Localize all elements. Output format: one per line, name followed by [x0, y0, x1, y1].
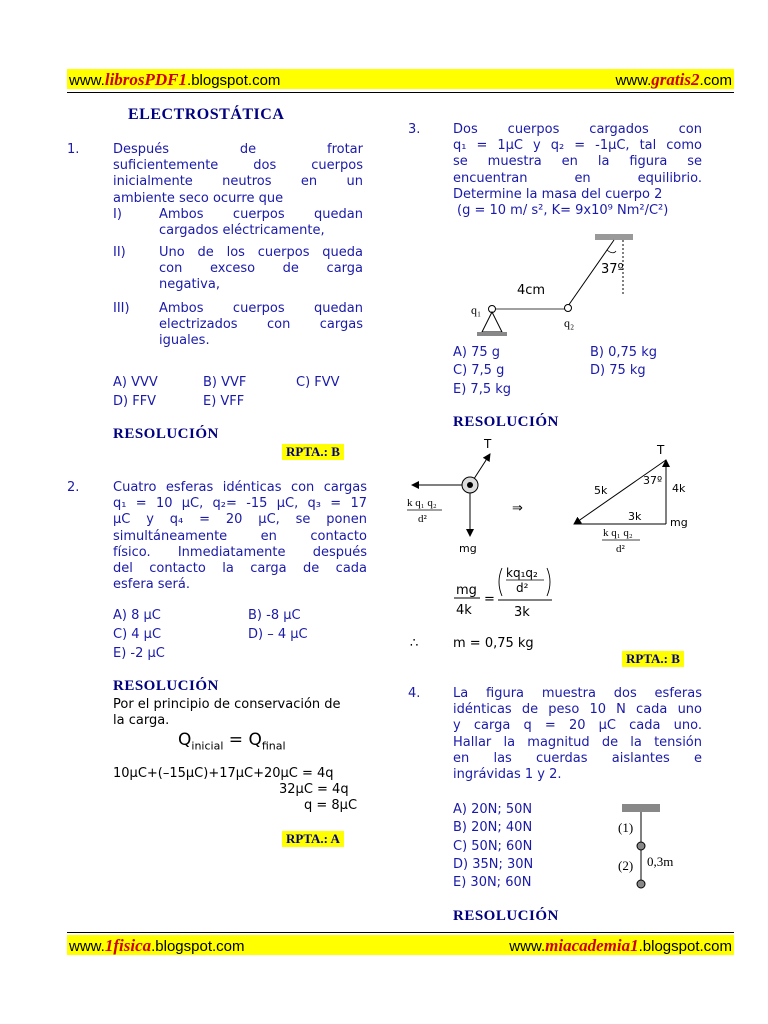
q1-option-a: A) VVV: [113, 375, 158, 390]
triangle-coulomb-num: k q₁ q₂: [603, 527, 633, 539]
triangle-3k: 3k: [628, 510, 642, 523]
q2-calc-line-1: 10µC+(–15µC)+17µC+20µC = 4q: [113, 766, 334, 781]
triangle-mg: mg: [670, 516, 688, 529]
angle-label: 37º: [601, 262, 624, 277]
lower-sphere: [637, 880, 645, 888]
coulomb-numerator: k q₁ q₂: [407, 497, 437, 509]
q1-item-1: Ambos cuerpos quedan cargados eléctricamente,: [159, 207, 363, 239]
q2-conservation-formula: $Q_{inicial} = Q_{final}$: [178, 730, 286, 753]
footer-banner: [67, 935, 734, 955]
header-rule: [67, 92, 734, 93]
triangle-4k: 4k: [672, 482, 686, 495]
q4-option-b: B) 20N; 40N: [453, 820, 533, 836]
q2-answer-badge: RPTA.: A: [282, 831, 344, 847]
q4-option-d: D) 35N; 30N: [453, 856, 534, 872]
q3-number: 3.: [408, 122, 421, 137]
q1-item-2-roman: II): [113, 245, 126, 260]
q1-label: q₁: [471, 303, 482, 317]
page-title: ELECTROSTÁTICA: [128, 106, 285, 123]
tension-label: T: [484, 437, 492, 451]
triangle-tension-label: T: [657, 443, 665, 457]
q3-resolution-heading: RESOLUCIÓN: [453, 414, 559, 430]
q4-text: La figura muestra dos esferas idénticas de peso 10 N cada uno y carga q = 20 µC cada uno. Hallar la magnitud de la tensión en las cuerdas aislantes e ingrávidas 1 y 2.: [453, 686, 702, 783]
q1-answer-badge: RPTA.: B: [282, 444, 344, 460]
coulomb-denominator: d²: [418, 513, 427, 525]
ceiling-support: [622, 804, 660, 812]
q2-option-e: E) -2 µC: [113, 646, 165, 661]
q2-number: 2.: [67, 480, 80, 495]
svg-text:mg: mg: [456, 583, 477, 598]
q3-ratio-equation: [452, 560, 562, 622]
q4-number: 4.: [408, 686, 421, 701]
footer-right-link[interactable]: www.miacademia1.blogspot.com: [509, 936, 732, 955]
insulating-support: [482, 312, 502, 332]
q3-option-b: B) 0,75 kg: [590, 345, 657, 360]
q2-resolution-heading: RESOLUCIÓN: [113, 678, 219, 694]
q3-figure: [455, 232, 655, 340]
upper-sphere: [637, 842, 645, 850]
q1-resolution-heading: RESOLUCIÓN: [113, 426, 219, 442]
q4-figure: [612, 804, 692, 896]
svg-text:kq₁q₂: kq₁q₂: [506, 566, 538, 580]
q3-resolution-figure: [402, 434, 702, 560]
q4-options: [453, 801, 533, 892]
q1-option-d: D) FFV: [113, 394, 157, 409]
q1-item-3: Ambos cuerpos quedan electrizados con cargas iguales.: [159, 301, 363, 349]
q1-option-c: C) FVV: [296, 375, 340, 390]
q3-given-data: (g = 10 m/ s², K= 9x10⁹ Nm²/C²): [457, 203, 669, 218]
q4-option-e: E) 30N; 60N: [453, 875, 532, 891]
svg-text:3k: 3k: [514, 605, 530, 620]
q2-option-d: D) – 4 µC: [248, 627, 308, 642]
svg-text:d²: d²: [516, 581, 529, 595]
q2-option-a: A) 8 µC: [113, 608, 161, 623]
q1-number: 1.: [67, 142, 80, 157]
q4-option-c: C) 50N; 60N: [453, 838, 533, 854]
distance-label: 0,3m: [647, 854, 674, 869]
triangle-hypotenuse: [574, 460, 666, 524]
distance-label: 4cm: [517, 283, 546, 298]
q3-answer-badge: RPTA.: B: [622, 651, 684, 667]
q2-text: Cuatro esferas idénticas con cargas q₁ = 10 µC, q₂= -15 µC, q₃ = 17 µC y q₄ = 20 µC, se ponen simultáneamente en contacto físico. Inmediatamente después del contacto la carga de cada esfera será.: [113, 480, 367, 593]
q1-item-2: Uno de los cuerpos queda con exceso de carga negativa,: [159, 245, 363, 293]
q3-result: m = 0,75 kg: [453, 636, 534, 651]
q1-text: Después de frotar suficientemente dos cuerpos inicialmente neutros en un ambiente seco ocurre que: [113, 142, 363, 206]
q4-resolution-heading: RESOLUCIÓN: [453, 908, 559, 924]
weight-label: mg: [459, 542, 477, 555]
header-left-link[interactable]: www.librosPDF1.blogspot.com: [69, 70, 281, 89]
q2-option-c: C) 4 µC: [113, 627, 162, 642]
q3-text: Dos cuerpos cargados con q₁ = 1µC y q₂ = -1µC, tal como se muestra en la figura se encuentran en equilibrio. Determine la masa del cuerpo 2: [453, 122, 702, 202]
q3-option-a: A) 75 g: [453, 345, 501, 360]
q1-option-b: B) VVF: [203, 375, 247, 390]
footer-left-link[interactable]: www.1fisica.blogspot.com: [69, 936, 245, 955]
q3-option-c: C) 7,5 g: [453, 363, 505, 378]
q1-option-e: E) VFF: [203, 394, 245, 409]
q2-resolution-text: Por el principio de conservación de la carga.: [113, 697, 341, 728]
string-2-label: (2): [618, 858, 634, 873]
string-1-label: (1): [618, 820, 634, 835]
angle-arc: [607, 250, 616, 253]
q1-item-1-roman: I): [113, 207, 122, 222]
triangle-5k: 5k: [594, 484, 608, 497]
ceiling-support: [595, 234, 633, 240]
q1-item-3-roman: III): [113, 301, 130, 316]
charge-q2: [565, 305, 572, 312]
triangle-coulomb-den: d²: [616, 543, 625, 555]
header-banner: [67, 69, 734, 89]
q3-option-d: D) 75 kg: [590, 363, 646, 378]
svg-text:4k: 4k: [456, 603, 472, 618]
footer-rule: [67, 932, 734, 933]
q2-calc-line-2: 32µC = 4q: [279, 782, 349, 797]
svg-text:=: =: [484, 592, 495, 607]
q2-option-b: B) -8 µC: [248, 608, 301, 623]
therefore-symbol: ∴: [410, 636, 419, 651]
implies-arrow: ⇒: [512, 501, 523, 516]
support-base: [477, 332, 507, 336]
q2-calc-line-3: q = 8µC: [304, 798, 358, 813]
header-right-link[interactable]: www.gratis2.com: [615, 70, 732, 89]
triangle-angle: 37º: [643, 474, 663, 487]
q3-option-e: E) 7,5 kg: [453, 382, 512, 397]
q4-option-a: A) 20N; 50N: [453, 802, 533, 817]
q2-label: q₂: [564, 316, 575, 330]
